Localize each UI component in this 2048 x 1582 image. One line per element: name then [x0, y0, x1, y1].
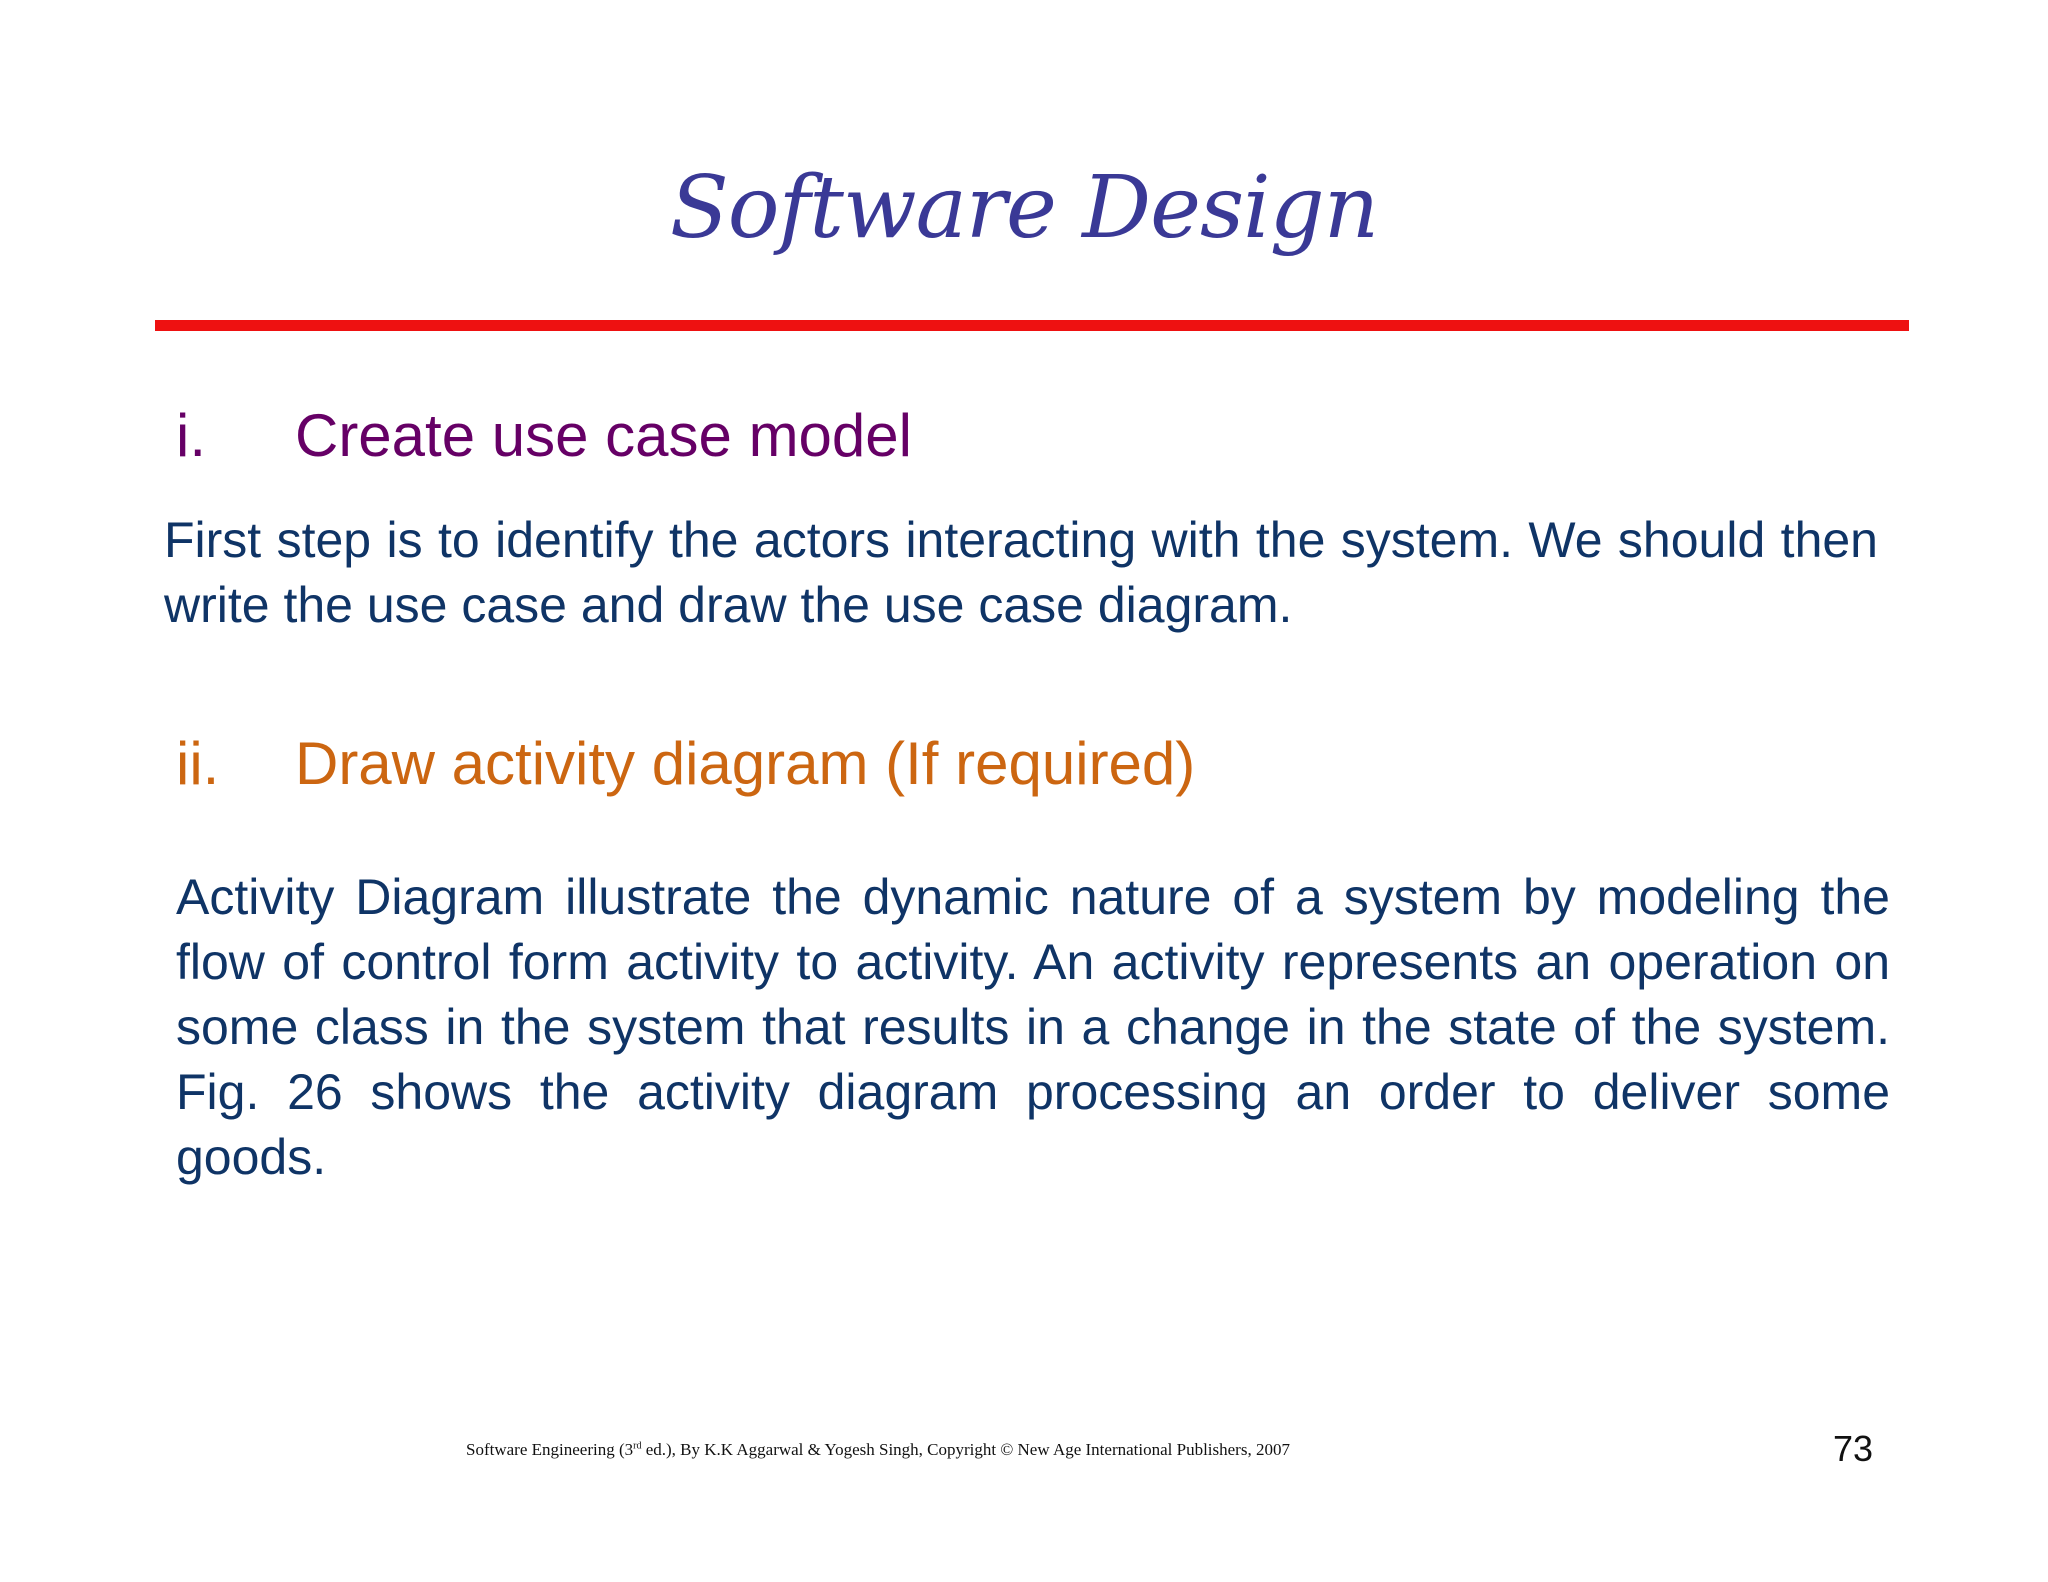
footer-citation: [466, 1440, 1290, 1460]
footer-citation-suffix: ed.), By K.K Aggarwal & Yogesh Singh, Copyright © New Age International Publishers, 2007: [641, 1440, 1290, 1459]
section-heading-2: [176, 730, 1196, 797]
section-heading-text-1: Create use case model: [295, 402, 912, 469]
footer-citation-prefix: Software Engineering (3: [466, 1440, 634, 1459]
page-number: 73: [1833, 1428, 1874, 1469]
section-number-2: ii.: [176, 730, 220, 797]
slide-title: Software Design: [669, 158, 1379, 258]
section-heading-1: [176, 402, 912, 469]
section-body-2: Activity Diagram illustrate the dynamic nature of a system by modeling the flow of control form activity to activity. An activity represents an operation on some class in the system that results in a change in the state of the system. Fig. 26 shows the activity diagram processing an order to deliver some goods.: [176, 869, 1890, 1185]
footer-citation-sup: rd: [633, 1440, 642, 1452]
section-body-1: First step is to identify the actors interacting with the system. We should then write the use case and draw the use case diagram.: [164, 512, 1878, 633]
title-divider: [155, 320, 1909, 331]
section-number-1: i.: [176, 402, 206, 469]
section-heading-text-2: Draw activity diagram (If required): [295, 730, 1196, 797]
